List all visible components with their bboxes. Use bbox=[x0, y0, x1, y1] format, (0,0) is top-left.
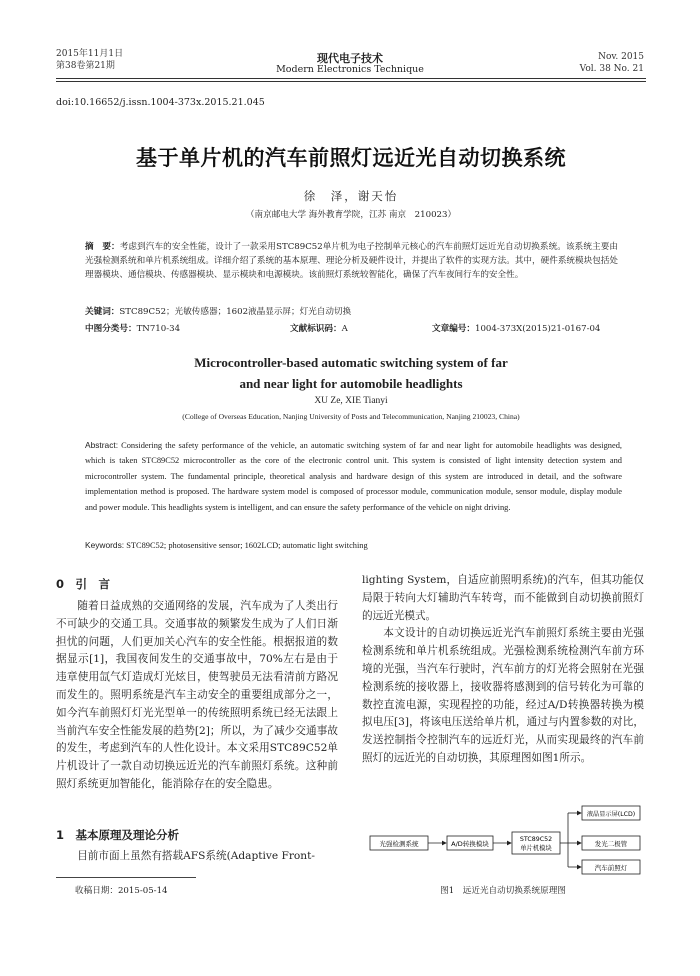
box-ad-module bbox=[447, 836, 493, 850]
keywords-cn bbox=[85, 305, 351, 317]
journal-name-en: Modern Electronics Technique bbox=[276, 64, 424, 75]
footnote-rule bbox=[56, 877, 196, 878]
authors-cn: 徐 泽，谢天怡 bbox=[303, 189, 399, 203]
abstract-cn bbox=[85, 240, 618, 282]
header-date-en: Nov. 2015 bbox=[598, 52, 644, 62]
doc-code-label: 文献标识码： bbox=[290, 324, 342, 334]
journal-name-cn: 现代电子技术 bbox=[317, 52, 383, 65]
right-column-body bbox=[362, 572, 644, 768]
header-rule-thick bbox=[56, 78, 646, 79]
clc-value: TN710-34 bbox=[136, 324, 181, 334]
authors-en: XU Ze, XIE Tianyi bbox=[314, 396, 388, 406]
paper-title-en bbox=[56, 352, 646, 394]
clc-number bbox=[85, 322, 180, 334]
right-paragraph-2: 本文设计的自动切换远近光汽车前照灯系统主要由光强检测系统和单片机系统组成。光强检测系统检测汽车前方环境的光强，当汽车行驶时，汽车前方的灯光将会照射在光强检测系统的接收器上，接收器将感测到的信号转化为可靠的数控直流电源，实现程控的功能，经过A/D转换器转换为模拟电压[3]，将该电压送给单片机，通过与内置参数的对比，发送控制指令控制汽车的远近灯光，从而实现最终的汽车前照灯的远近光的自动切换，其原理图如图1所示。 bbox=[362, 627, 644, 764]
doi: doi:10.16652/j.issn.1004-373x.2015.21.045 bbox=[56, 97, 265, 108]
abstract-en-label: Abstract: bbox=[85, 440, 119, 450]
received-date: 收稿日期：2015-05-14 bbox=[75, 886, 168, 896]
box-mcu-label-2: 单片机模块 bbox=[520, 845, 552, 852]
paper-title-en-line1: Microcontroller-based automatic switching system of far bbox=[194, 355, 508, 370]
box-led bbox=[582, 836, 640, 850]
article-number bbox=[432, 322, 600, 334]
box-ad-module-label: A/D转换模块 bbox=[451, 840, 489, 848]
affiliation-cn: （南京邮电大学 海外教育学院，江苏 南京 210023） bbox=[245, 210, 457, 220]
header-volume-cn: 第38卷第21期 bbox=[56, 61, 115, 71]
article-number-label: 文章编号： bbox=[432, 324, 475, 334]
keywords-en-label: Keywords: bbox=[85, 540, 125, 550]
right-paragraph-1: lighting System，自适应前照明系统)的汽车，但其功能仅局限于转向大灯辅助汽车转弯，而不能做到自动切换前照灯的远近光模式。 bbox=[362, 574, 644, 622]
article-number-value: 1004-373X(2015)21-0167-04 bbox=[474, 324, 601, 334]
doc-code-value: A bbox=[341, 324, 348, 334]
figure-1-caption: 图1 远近光自动切换系统原理图 bbox=[440, 886, 566, 896]
box-lcd bbox=[582, 806, 640, 820]
affiliation-en: (College of Overseas Education, Nanjing University of Posts and Telecommunication, Nanjing 210023, China) bbox=[182, 412, 520, 421]
box-mcu-label-1: STC89C52 bbox=[519, 836, 553, 843]
paper-title-cn: 基于单片机的汽车前照灯远近光自动切换系统 bbox=[136, 146, 566, 170]
document-code bbox=[290, 322, 348, 334]
abstract-en-text: Considering the safety performance of the vehicle, an automatic switching system of far and near light for automobile headlights was designed, which is taken STC89C52 microcontroller as the core of the electronic control unit. This system is consisted of light intensity detection system and microcontroller system. The fundamental principle, theoretical analysis and hardware design of this system are introduced in detail, and the software implementation method is proposed. The hardware system model is composed of processor module, communication module, sensor module, display module and power module. This headlights system is intelligent, and can ensure the safety performance of the vehicle on night driving. bbox=[85, 441, 622, 512]
section-0-heading: 0 引 言 bbox=[56, 577, 111, 591]
section-1-heading: 1 基本原理及理论分析 bbox=[56, 828, 180, 842]
box-light-detection bbox=[370, 836, 428, 850]
keywords-en bbox=[85, 540, 368, 550]
figure-1-diagram bbox=[362, 800, 644, 880]
abstract-cn-text: 考虑到汽车的安全性能，设计了一款采用STC89C52单片机为电子控制单元核心的汽车前照灯远近光自动切换系统。该系统主要由光强检测系统和单片机系统组成。详细介绍了系统的基本原理、理论分析及硬件设计，并提出了软件的实现方法。其中，硬件系统模块包括处理器模块、通信模块、传感器模块、显示模块和电源模块。该前照灯系统较智能化，确保了汽车夜间行车的安全性。 bbox=[85, 242, 618, 280]
box-headlight bbox=[582, 860, 640, 874]
header-rule-thin bbox=[56, 81, 646, 82]
header-volume-en: Vol. 38 No. 21 bbox=[579, 64, 644, 74]
clc-label: 中图分类号： bbox=[85, 324, 137, 334]
section-1-body bbox=[56, 848, 338, 866]
section-1-paragraph: 目前市面上虽然有搭载AFS系统(Adaptive Front- bbox=[77, 850, 315, 862]
box-mcu-module bbox=[512, 832, 560, 854]
box-lcd-label: 液晶显示屏(LCD) bbox=[586, 811, 636, 818]
box-led-label: 发光二极管 bbox=[594, 840, 628, 848]
keywords-cn-label: 关键词： bbox=[85, 307, 120, 317]
paper-title-en-line2: and near light for automobile headlights bbox=[239, 376, 463, 391]
abstract-cn-label: 摘 要： bbox=[85, 242, 120, 252]
intro-paragraph: 随着日益成熟的交通网络的发展，汽车成为了人类出行不可缺少的交通工具。交通事故的频繁发生成为了人们日渐担忧的问题，人们更加关心汽车的安全性能。根据报道的数据显示[1]，我国夜间发生的交通事故中，70%左右是由于违章使用氙气灯造成灯光炫目，使驾驶员无法看清前方路况而发生的。照明系统是汽车主动安全的重要组成部分之一，如今汽车前照灯灯光光型单一的传统照明系统已经无法跟上当前汽车安全性能发展的趋势[2]；所以，为了减少交通事故的发生，考虑到汽车的人性化设计。本文采用STC89C52单片机设计了一款自动切换远近光的汽车前照灯系统。这种前照灯系统更加智能化，能消除存在的安全隐患。 bbox=[56, 600, 338, 790]
keywords-cn-text: STC89C52；光敏传感器；1602液晶显示屏；灯光自动切换 bbox=[119, 307, 352, 317]
section-0-body bbox=[56, 598, 338, 794]
abstract-en bbox=[85, 438, 622, 515]
header-date-cn: 2015年11月1日 bbox=[56, 49, 124, 59]
box-headlight-label: 汽车前照灯 bbox=[594, 864, 628, 872]
box-light-detection-label: 光强检测系统 bbox=[379, 840, 419, 848]
keywords-en-text: STC89C52; photosensitive sensor; 1602LCD; automatic light switching bbox=[124, 541, 368, 550]
